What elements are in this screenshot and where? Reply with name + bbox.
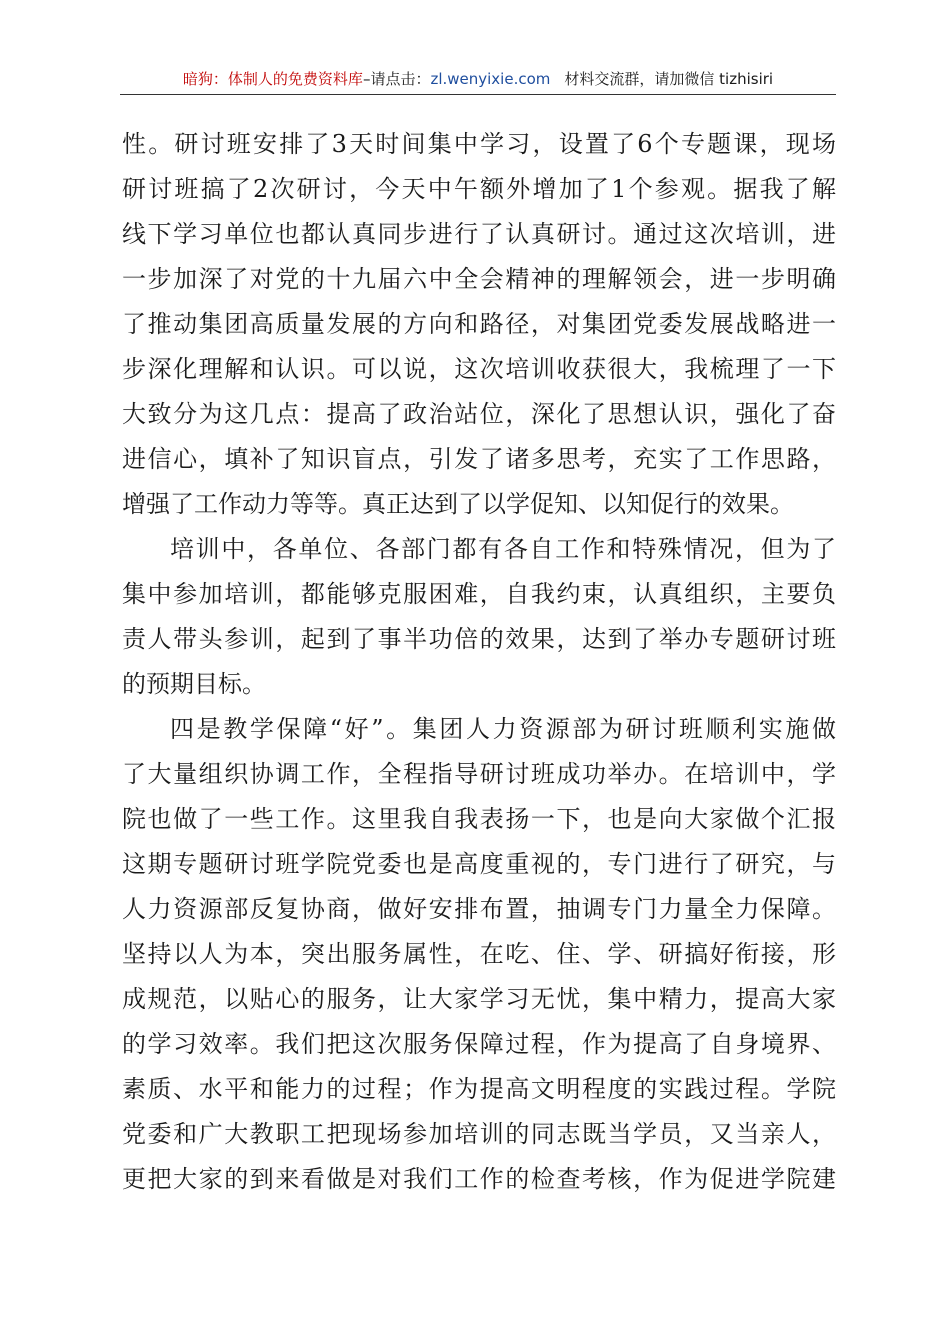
text-line: 增强了工作动力等等。真正达到了以学促知、以知促行的效果。: [122, 490, 794, 518]
text-line: 更把大家的到来看做是对我们工作的检查考核，作为促进学院建: [122, 1165, 836, 1193]
paragraph-start-line: 四是教学保障“好”。集团人力资源部为研讨班顺利实施做: [170, 715, 836, 743]
text-line: 研讨班搞了2次研讨，今天中午额外增加了1个参观。据我了解: [122, 175, 836, 203]
text-line: 院也做了一些工作。这里我自我表扬一下，也是向大家做个汇报: [122, 805, 836, 833]
text-line: 进信心，填补了知识盲点，引发了诸多思考，充实了工作思路，: [122, 445, 836, 473]
text-line: 了大量组织协调工作，全程指导研讨班成功举办。在培训中，学: [122, 760, 836, 788]
text-line: 线下学习单位也都认真同步进行了认真研讨。通过这次培训，进: [122, 220, 836, 248]
text-line: 党委和广大教职工把现场参加培训的同志既当学员，又当亲人，: [122, 1120, 836, 1148]
text-line: 一步加深了对党的十九届六中全会精神的理解领会，进一步明确: [122, 265, 836, 293]
header-link-prompt: –请点击：: [362, 70, 431, 88]
text-line: 坚持以人为本，突出服务属性，在吃、住、学、研搞好衔接，形: [122, 940, 836, 968]
document-body: [122, 122, 836, 1202]
text-line: 成规范，以贴心的服务，让大家学习无忧，集中精力，提高大家: [122, 985, 836, 1013]
text-line: 了推动集团高质量发展的方向和路径，对集团党委发展战略进一: [122, 310, 836, 338]
text-line: 大致分为这几点：提高了政治站位，深化了思想认识，强化了奋: [122, 400, 836, 428]
text-line: 人力资源部反复协商，做好安排布置，抽调专门力量全力保障。: [122, 895, 836, 923]
paragraph-start-line: 培训中，各单位、各部门都有各自工作和特殊情况，但为了: [170, 535, 836, 563]
text-line: 的学习效率。我们把这次服务保障过程，作为提高了自身境界、: [122, 1030, 836, 1058]
text-line: 素质、水平和能力的过程；作为提高文明程度的实践过程。学院: [122, 1075, 836, 1103]
text-line: 的预期目标。: [122, 670, 266, 698]
text-line: 性。研讨班安排了3天时间集中学习，设置了6个专题课，现场: [122, 130, 836, 158]
page-header: [120, 64, 836, 95]
header-contact: 材料交流群，请加微信 tizhisiri: [564, 70, 774, 88]
header-brand: 暗狗：体制人的免费资料库: [182, 70, 363, 88]
text-line: 集中参加培训，都能够克服困难，自我约束，认真组织，主要负: [122, 580, 836, 608]
text-line: 步深化理解和认识。可以说，这次培训收获很大，我梳理了一下: [122, 355, 836, 383]
text-line: 这期专题研讨班学院党委也是高度重视的，专门进行了研究，与: [122, 850, 836, 878]
header-link[interactable]: zl.wenyixie.com: [430, 70, 551, 88]
text-line: 责人带头参训，起到了事半功倍的效果，达到了举办专题研讨班: [122, 625, 836, 653]
